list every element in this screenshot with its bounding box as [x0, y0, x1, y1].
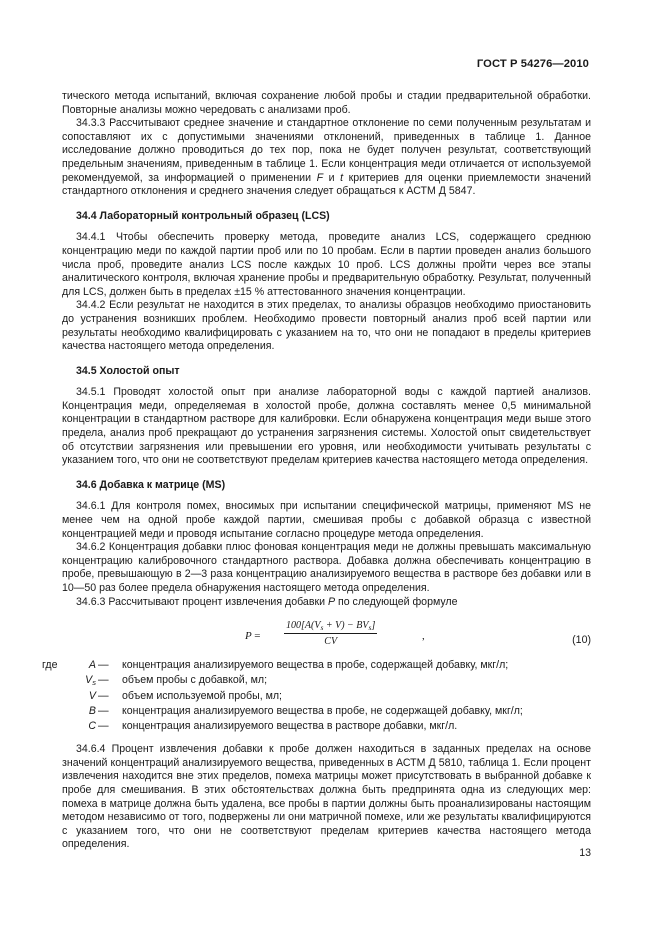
variable-dash: — [98, 689, 109, 702]
variable-dash: — [98, 674, 109, 687]
document-header-id: ГОСТ Р 54276—2010 [476, 58, 589, 70]
paragraph-34-4-1: 34.4.1 Чтобы обеспечить проверку метода, проведите анализ LCS, содержащего среднюю концентрацию меди по каждой партии проб или по 10 пробам. Если в партии проведен анализ большого числа проб, проведите анализ LCS после каждых 10 проб. LCS должны пройти через все этапы аналитического контроля, включая хранение пробы и предварительную обработку. Результат, полученный для LCS, должен быть в пределах ±15 % аттестованного значения концентрации. [62, 231, 591, 298]
variable-symbol: C [88, 719, 96, 732]
variable-definition [42, 659, 591, 674]
variable-description: объем пробы с добавкой, мл; [122, 674, 268, 687]
formula-denominator: CV [324, 636, 338, 648]
variable-dash: — [98, 719, 109, 732]
variable-description: концентрация анализируемого вещества в растворе добавки, мкг/л. [122, 719, 458, 732]
paragraph-34-5-1: 34.5.1 Проводят холостой опыт при анализе лабораторной воды с каждой партией анализов. Концентрация меди, определяемая в холостой пробе, должна составлять менее 0,5 минимальной концентрации в стандартном растворе для калибровки. Если обнаружена концентрация меди выше этого предела, анализ проб прекращают до устранения загрязнения системы. Холостой опыт свидетельствует об отсутствии загрязнения или превышении его уровня, или необходимости учитывать результаты с указанием того, что они не соответствуют пределам критериев качества настоящего метода определения. [62, 386, 591, 467]
variable-symbol: $V_s$ [85, 674, 96, 688]
paragraph-34-6-1: 34.6.1 Для контроля помех, вносимых при испытании специфической матрицы, применяют MS не менее чем на одной пробе каждой партии, смешивая пробы с добавкой образца с известной концентрацией меди и проводя испытание согласно процедуре метода определения. [62, 500, 591, 540]
variable-description: объем используемой пробы, мл; [122, 689, 282, 702]
formula-number: (10) [572, 634, 591, 647]
formula-numerator: $100[A(V_s + V) - BV_s]$ [286, 620, 376, 633]
paragraph-34-6-2: 34.6.2 Концентрация добавки плюс фоновая концентрация меди не должны превышать максимальную концентрацию калибровочного стандартного раствора. Добавка должна обеспечивать концентрацию в пробе, превышающую в 2—3 раза концентрацию анализируемого вещества в растворе без добавки или в 10—50 раз более предела обнаружения настоящего метода определения. [62, 541, 591, 594]
variable-symbol: V [88, 689, 96, 702]
document-body [42, 90, 591, 852]
section-heading-34-5: 34.5 Холостой опыт [76, 364, 180, 377]
paragraph-34-6-4: 34.6.4 Процент извлечения добавки к пробе должен находиться в заданных пределах на основе значений концентраций анализируемого вещества, приведенных в АСТМ Д 5810, таблица 1. Если процент извлечения находится вне этих пределов, помеха матрицы может присутствовать в выбранной добавке к пробе для смешивания. В этих обстоятельствах должна быть предпринята одна из следующих мер: помеха в матрице должна быть удалена, все пробы в партии должны быть проанализированы настоящим методом независимо от того, подвержены ли они матричной помехе, или же результаты квалифицируются с указанием того, что они не соответствуют пределам критериев качества настоящего метода определения. [62, 743, 591, 851]
variable-lead: где [42, 659, 58, 672]
variable-definition [62, 690, 591, 705]
variable-symbol: B [88, 704, 96, 717]
variable-dash: — [98, 659, 109, 672]
section-heading-34-6: 34.6 Добавка к матрице (MS) [76, 478, 226, 491]
section-heading-34-4: 34.4 Лабораторный контрольный образец (LCS) [76, 209, 330, 222]
page-number: 13 [579, 847, 591, 859]
variable-definition [62, 674, 591, 689]
formula-comma: , [422, 630, 425, 643]
formula-lhs: P = [245, 630, 261, 643]
paragraph-continuation: тического метода испытаний, включая сохранение любой пробы и стадии предварительной обработки. Повторные анализы можно чередовать с анализами проб. [62, 90, 591, 116]
paragraph-34-3-3: 34.3.3 Рассчитывают среднее значение и стандартное отклонение по семи полученным результатам и сопоставляют их с допустимыми значениями отклонений, приведенных в таблице 1. Данное исследование должно проводиться до тех пор, пока не будет получен результат, соответствующий предельным значениям, приведенным в таблице 1. Если концентрация меди отличается от используемой рекомендуемой, за информацией о применении F и t критериев для оценки приемлемости значений стандартного отклонения и среднего значения следует обращаться к АСТМ Д 5847. [62, 117, 591, 198]
variable-description: концентрация анализируемого вещества в пробе, не содержащей добавку, мкг/л; [122, 704, 523, 717]
formula-10 [62, 619, 591, 655]
variable-definition [62, 705, 591, 720]
variable-dash: — [98, 704, 109, 717]
paragraph-34-6-3: 34.6.3 Рассчитывают процент извлечения добавки P по следующей формуле [76, 595, 458, 608]
variable-description: концентрация анализируемого вещества в пробе, содержащей добавку, мкг/л; [122, 659, 509, 672]
formula-fraction [284, 619, 377, 648]
paragraph-34-4-2: 34.4.2 Если результат не находится в этих пределах, то анализы образцов необходимо приостановить до устранения возникших проблем. Необходимо провести повторный анализ проб всей партии или результаты необходимо квалифицировать с указанием на то, что они не попадают в пределы критериев качества настоящего метода определения. [62, 299, 591, 353]
variable-definition [62, 720, 591, 735]
variable-definitions [42, 659, 591, 735]
variable-symbol: A [88, 659, 96, 672]
